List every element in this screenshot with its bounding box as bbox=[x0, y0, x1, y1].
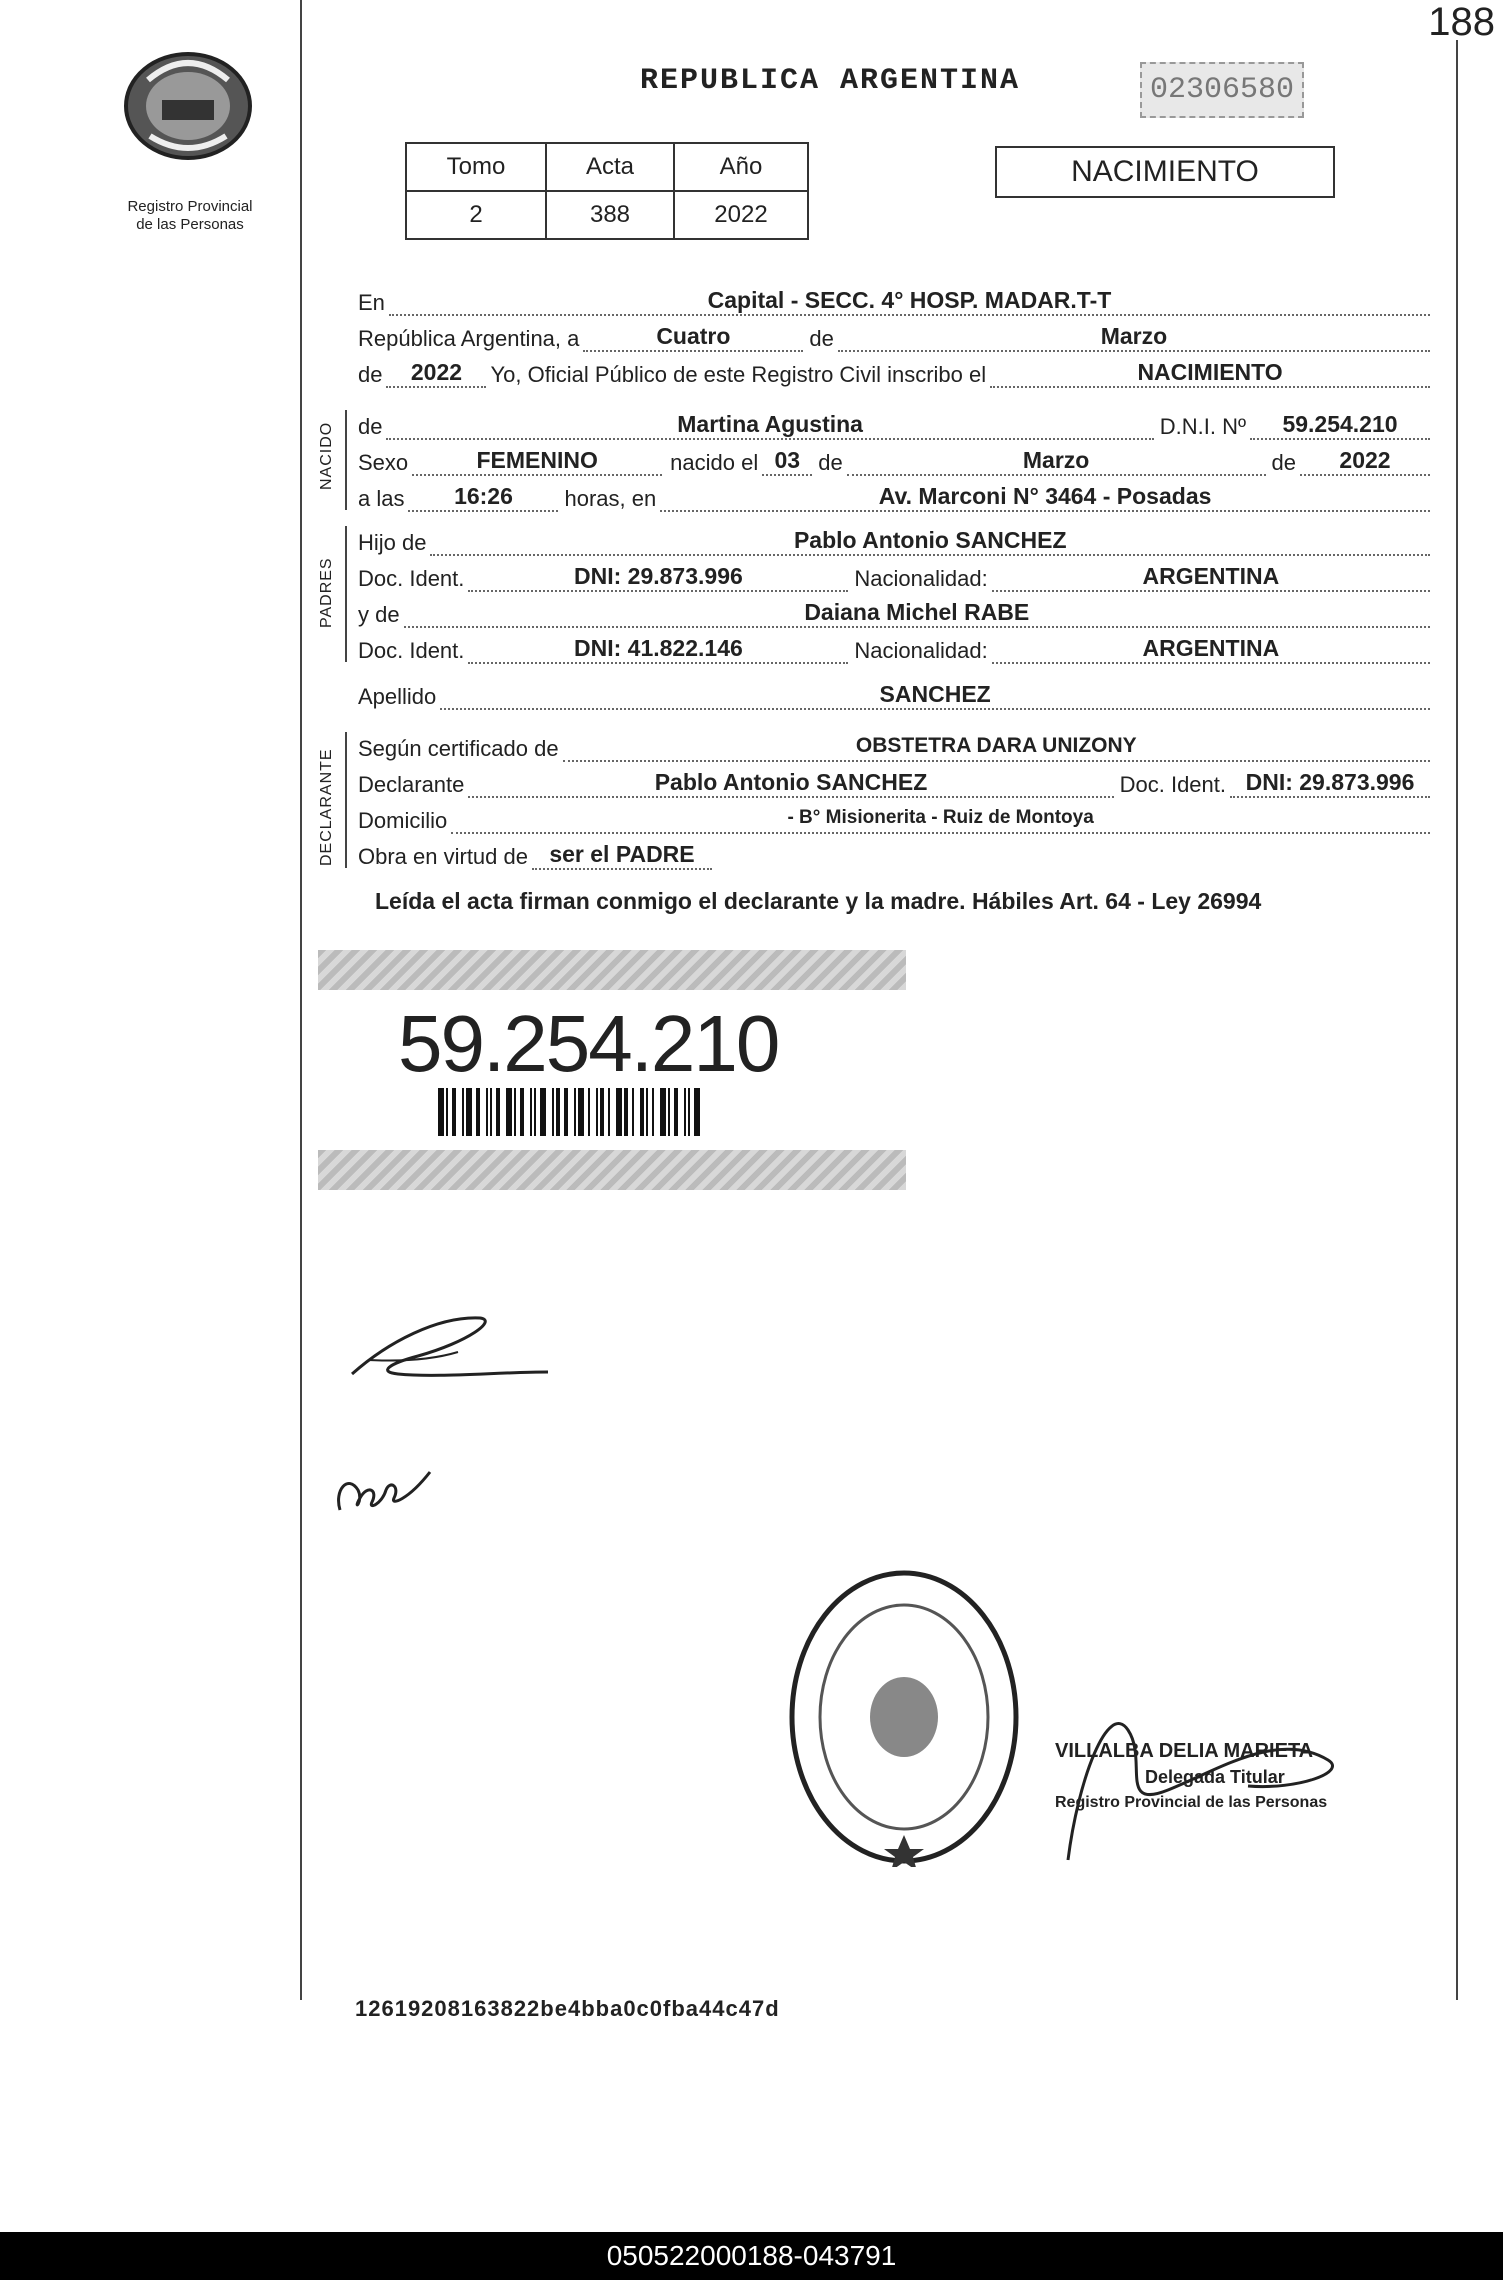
label-yo: Yo, Oficial Público de este Registro Civil inscribo el bbox=[490, 362, 987, 387]
field-nombre: Martina Agustina bbox=[386, 412, 1153, 440]
barcode-bar bbox=[466, 1088, 472, 1136]
label-de-mes-nac: de bbox=[818, 450, 843, 475]
barcode-number: 59.254.210 bbox=[398, 999, 779, 1088]
barcode-bar bbox=[496, 1088, 500, 1136]
official-stamp-text bbox=[1055, 1738, 1385, 1816]
record-table-header-row bbox=[406, 143, 808, 191]
barcode-bar bbox=[694, 1088, 700, 1136]
row-madre bbox=[358, 594, 1430, 628]
row-padre-doc bbox=[358, 558, 1430, 592]
barcode-bar bbox=[600, 1088, 604, 1136]
barcode-bar bbox=[608, 1088, 610, 1136]
official-name: VILLALBA DELIA MARIETA bbox=[1055, 1740, 1314, 1762]
field-padre-nac: ARGENTINA bbox=[992, 564, 1430, 592]
field-madre-doc: DNI: 41.822.146 bbox=[468, 636, 848, 664]
barcode-bar bbox=[588, 1088, 590, 1136]
record-kind-box: NACIMIENTO bbox=[995, 146, 1335, 198]
barcode-bar bbox=[652, 1088, 654, 1136]
barcode-bar bbox=[438, 1088, 444, 1136]
field-obra: ser el PADRE bbox=[532, 842, 712, 870]
document-hash: 12619208163822be4bba0c0fba44c47d bbox=[355, 1996, 780, 2021]
barcode-bar bbox=[596, 1088, 598, 1136]
label-sexo: Sexo bbox=[358, 450, 409, 475]
official-seal-stamp bbox=[786, 1567, 1022, 1867]
padres-side-label: PADRES bbox=[318, 557, 335, 628]
barcode-bar bbox=[688, 1088, 690, 1136]
row-declarante bbox=[358, 764, 1430, 798]
row-hora bbox=[358, 478, 1430, 512]
nacido-section-bar bbox=[345, 410, 347, 510]
field-acto: NACIMIENTO bbox=[990, 360, 1430, 388]
record-table bbox=[405, 142, 809, 240]
barcode-bar bbox=[574, 1088, 576, 1136]
tomo-value: 2 bbox=[406, 191, 546, 239]
label-en: En bbox=[358, 290, 385, 315]
barcode-bar bbox=[624, 1088, 628, 1136]
field-lugar-nac: Av. Marconi N° 3464 - Posadas bbox=[660, 484, 1430, 512]
row-sexo bbox=[358, 442, 1430, 476]
barcode-top-band bbox=[318, 950, 906, 990]
row-fecha bbox=[358, 318, 1430, 352]
label-de-anio-nac: de bbox=[1271, 450, 1296, 475]
row-en bbox=[358, 282, 1430, 316]
barcode-bar bbox=[476, 1088, 480, 1136]
closing-statement: Leída el acta firman conmigo el declarante y la madre. Hábiles Art. 64 - Ley 26994 bbox=[375, 888, 1262, 914]
barcode-bar bbox=[564, 1088, 568, 1136]
row-obra bbox=[358, 836, 1430, 870]
field-anio-nac: 2022 bbox=[1300, 448, 1430, 476]
field-dni: 59.254.210 bbox=[1250, 412, 1430, 440]
label-dni: D.N.I. Nº bbox=[1159, 414, 1246, 439]
barcode-bar bbox=[646, 1088, 648, 1136]
field-lugar: Capital - SECC. 4° HOSP. MADAR.T-T bbox=[389, 288, 1430, 316]
official-title: Delegada Titular bbox=[1145, 1767, 1285, 1787]
acta-header: Acta bbox=[546, 143, 674, 191]
tomo-header: Tomo bbox=[406, 143, 546, 191]
label-obra: Obra en virtud de bbox=[358, 844, 528, 869]
barcode-bar bbox=[632, 1088, 634, 1136]
label-apellido: Apellido bbox=[358, 684, 437, 709]
official-office: Registro Provincial de las Personas bbox=[1055, 1794, 1328, 1811]
label-nac-padre: Nacionalidad: bbox=[854, 566, 988, 591]
label-de-nombre: de bbox=[358, 414, 383, 439]
row-padre bbox=[358, 522, 1430, 556]
province-seal-logo bbox=[118, 50, 258, 162]
padres-section-bar bbox=[345, 526, 347, 662]
label-y-de: y de bbox=[358, 602, 400, 627]
page-number: 188 bbox=[1428, 0, 1495, 44]
row-domicilio bbox=[358, 800, 1430, 834]
acta-value: 388 bbox=[546, 191, 674, 239]
logo-caption-line1: Registro Provincial bbox=[127, 198, 253, 215]
document-title: REPUBLICA ARGENTINA bbox=[640, 64, 1021, 98]
right-border-line bbox=[1456, 40, 1458, 2000]
row-apellido bbox=[358, 676, 1430, 710]
barcode-bottom-band bbox=[318, 1150, 906, 1190]
barcode-bar bbox=[514, 1088, 516, 1136]
barcode-bar bbox=[556, 1088, 560, 1136]
label-nac-madre: Nacionalidad: bbox=[854, 638, 988, 663]
footer-code: 050522000188-043791 bbox=[0, 2232, 1503, 2280]
field-certificado: OBSTETRA DARA UNIZONY bbox=[563, 734, 1430, 762]
field-dia-nac: 03 bbox=[762, 448, 812, 476]
field-declarante-doc: DNI: 29.873.996 bbox=[1230, 770, 1430, 798]
anio-header: Año bbox=[674, 143, 808, 191]
barcode-bar bbox=[640, 1088, 644, 1136]
label-doc-padre: Doc. Ident. bbox=[358, 566, 465, 591]
barcode-bar bbox=[534, 1088, 536, 1136]
logo-caption bbox=[90, 198, 290, 234]
barcode-bar bbox=[578, 1088, 584, 1136]
barcode-bar bbox=[660, 1088, 666, 1136]
row-anio bbox=[358, 354, 1430, 388]
label-de-mes: de bbox=[809, 326, 834, 351]
barcode-bars bbox=[438, 1088, 758, 1136]
logo-caption-line2: de las Personas bbox=[136, 216, 244, 233]
label-domicilio: Domicilio bbox=[358, 808, 448, 833]
barcode-bar bbox=[668, 1088, 670, 1136]
label-hijo: Hijo de bbox=[358, 530, 427, 555]
barcode-bar bbox=[674, 1088, 678, 1136]
label-a-las: a las bbox=[358, 486, 405, 511]
field-madre-nac: ARGENTINA bbox=[992, 636, 1430, 664]
declarante-section-bar bbox=[345, 732, 347, 868]
barcode-bar bbox=[446, 1088, 448, 1136]
field-domicilio: - B° Misionerita - Ruiz de Montoya bbox=[451, 806, 1430, 834]
field-padre-doc: DNI: 29.873.996 bbox=[468, 564, 848, 592]
label-horas: horas, en bbox=[564, 486, 657, 511]
declarante-side-label: DECLARANTE bbox=[318, 748, 335, 866]
barcode-bar bbox=[452, 1088, 456, 1136]
row-madre-doc bbox=[358, 630, 1430, 664]
barcode-bar bbox=[506, 1088, 512, 1136]
barcode-bar bbox=[552, 1088, 554, 1136]
label-de-anio: de bbox=[358, 362, 383, 387]
field-dia: Cuatro bbox=[583, 324, 803, 352]
label-doc-declarante: Doc. Ident. bbox=[1119, 772, 1226, 797]
label-republica: República Argentina, a bbox=[358, 326, 580, 351]
declarant-signature bbox=[348, 1312, 558, 1392]
nacido-side-label: NACIDO bbox=[318, 421, 335, 490]
label-segun: Según certificado de bbox=[358, 736, 559, 761]
left-border-line bbox=[300, 0, 302, 2000]
barcode-bar bbox=[520, 1088, 524, 1136]
label-declarante: Declarante bbox=[358, 772, 465, 797]
label-doc-madre: Doc. Ident. bbox=[358, 638, 465, 663]
serial-number: 02306580 bbox=[1140, 62, 1304, 118]
barcode-bar bbox=[462, 1088, 464, 1136]
anio-value: 2022 bbox=[674, 191, 808, 239]
barcode-bar bbox=[490, 1088, 492, 1136]
dni-barcode-label bbox=[318, 950, 906, 1200]
row-nombre bbox=[358, 406, 1430, 440]
row-certificado bbox=[358, 728, 1430, 762]
barcode-bar bbox=[486, 1088, 488, 1136]
mother-signature bbox=[334, 1450, 434, 1520]
barcode-bar bbox=[540, 1088, 546, 1136]
barcode-bar bbox=[530, 1088, 532, 1136]
barcode-bar bbox=[616, 1088, 622, 1136]
field-mes: Marzo bbox=[838, 324, 1430, 352]
barcode-bar bbox=[684, 1088, 686, 1136]
field-padre: Pablo Antonio SANCHEZ bbox=[430, 528, 1430, 556]
field-sexo: FEMENINO bbox=[412, 448, 662, 476]
field-declarante: Pablo Antonio SANCHEZ bbox=[468, 770, 1113, 798]
field-hora: 16:26 bbox=[408, 484, 558, 512]
field-anio: 2022 bbox=[386, 360, 486, 388]
label-nacido: nacido el bbox=[670, 450, 759, 475]
record-table-value-row bbox=[406, 191, 808, 239]
field-madre: Daiana Michel RABE bbox=[404, 600, 1430, 628]
field-mes-nac: Marzo bbox=[847, 448, 1266, 476]
field-apellido: SANCHEZ bbox=[440, 682, 1430, 710]
